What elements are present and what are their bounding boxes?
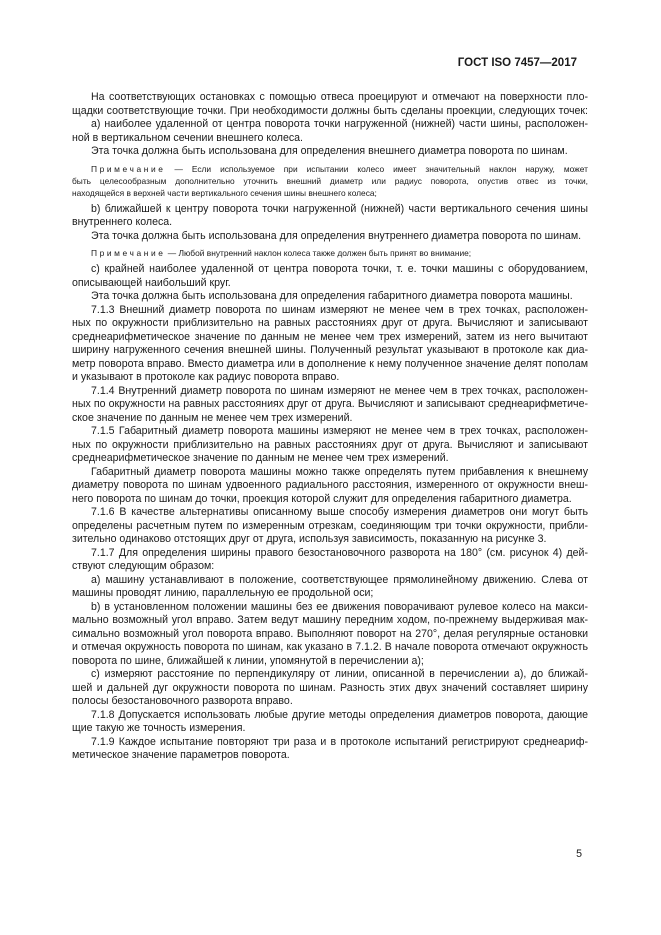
text-line <box>72 230 588 244</box>
text-line <box>72 479 588 493</box>
line-text: и отмечая окружность поворота по шинам, как указано в 7.1.2. В начале поворота отмечают окружность <box>72 641 588 653</box>
text-line <box>72 358 588 372</box>
line-text: диаметру поворота по шинам удвоенного радиального расстояния, измеренного от окружности внеш- <box>72 479 588 491</box>
text-line <box>72 682 588 696</box>
line-text: находящейся в верхней части вертикального сечения шины внешнего колеса; <box>72 187 377 198</box>
text-line <box>72 493 588 507</box>
line-text: Эта точка должна быть использована для определения габаритного диаметра поворота машины. <box>91 290 573 302</box>
line-text: поворота по шине, ближайшей к линии, упомянутой в перечислении а); <box>72 654 424 667</box>
line-text: ствуют следующим образом: <box>72 560 215 572</box>
text-line <box>72 668 588 682</box>
text-line <box>72 709 588 723</box>
page-number: 5 <box>576 848 582 860</box>
line-text: ское значение по данным не менее чем трех измерений. <box>72 411 353 424</box>
line-text: c) крайней наиболее удаленной от центра поворота точки, т. е. точки машины с оборудованием, <box>91 263 588 275</box>
line-text: метр поворота вправо. Вместо диаметра или в дополнение к нему полученное значение делят пополам <box>72 357 588 370</box>
line-text: щие такую же точность измерения. <box>72 722 246 734</box>
line-text: а) наиболее удаленной от центра поворота точки нагруженной (нижней) части шины, расположен- <box>91 118 588 130</box>
text-line <box>72 290 588 304</box>
text-line <box>72 601 588 615</box>
text-line <box>72 641 588 655</box>
line-text: — Любой внутренний наклон колеса также должен быть принят во внимание; <box>165 248 472 258</box>
line-text: ных по окружности приблизительно на равных расстояниях друг от друга. Вычисляют и записывают <box>72 438 588 451</box>
line-text: Эта точка должна быть использована для определения внутреннего диаметра поворота по шинам. <box>91 229 582 242</box>
line-text: 7.1.3 Внешний диаметр поворота по шинам измеряют не менее чем в трех точках, расположен- <box>91 303 588 316</box>
text-line <box>72 533 588 547</box>
text-line <box>72 736 588 750</box>
line-text: b) в установленном положении машины без ее движения поворачивают рулевое колесо на макси- <box>91 600 588 613</box>
text-line <box>72 216 588 230</box>
line-text: щадки соответствующие точки. При необходимости должны быть сделаны проекции, следующих точек: <box>72 104 588 117</box>
text-line <box>72 439 588 453</box>
line-text: Эта точка должна быть использована для определения внешнего диаметра поворота по шинам. <box>91 145 568 157</box>
line-text: — Если используемое при испытании колесо имеет значительный наклон наружу, может <box>165 163 588 174</box>
line-text: среднеарифметическое значение по данным не менее чем трех измерений, затем из него вычитают <box>72 330 588 343</box>
note-line <box>72 163 588 175</box>
line-text: ных по окружности на равных расстояниях друг от друга. Вычисляют и записывают среднеарифметиче- <box>72 398 588 410</box>
text-line <box>72 203 588 217</box>
line-text: а) машину устанавливают в положение, соответствующее прямолинейному движению. Слева от <box>91 573 588 586</box>
note-line <box>72 187 588 199</box>
text-line <box>72 574 588 588</box>
line-text: 7.1.6 В качестве альтернативы описанному выше способу измерения диаметров они могут быть <box>91 506 588 518</box>
line-text: и указывают в протоколе как радиус поворота вправо. <box>72 371 340 383</box>
text-line <box>72 385 588 399</box>
text-line <box>72 614 588 628</box>
line-text: b) ближайшей к центру поворота точки нагруженной (нижней) части вертикального сечения шины <box>91 202 588 215</box>
text-line <box>72 425 588 439</box>
text-line <box>72 263 588 277</box>
note-label: Примечание <box>91 163 166 174</box>
text-line <box>72 628 588 642</box>
line-text: него поворота по шинам до точки, проекция которой служит для определения габаритного диаметра. <box>72 492 572 505</box>
text-line <box>72 277 588 291</box>
line-text: 7.1.8 Допускается использовать любые другие методы определения диаметров поворота, дающие <box>91 708 588 721</box>
note-label: Примечание <box>91 248 166 258</box>
line-text: метическое значение параметров поворота. <box>72 749 290 761</box>
line-text: машины проводят линию, параллельную ее продольной оси; <box>72 587 374 599</box>
document-body <box>72 91 588 763</box>
line-text: Габаритный диаметр поворота машины можно также определять путем прибавления к внешнему <box>91 465 588 478</box>
line-text: 7.1.5 Габаритный диаметр поворота машины измеряют не менее чем в трех точках, расположен- <box>91 425 588 437</box>
text-line <box>72 452 588 466</box>
text-line <box>72 91 588 105</box>
text-line <box>72 749 588 763</box>
line-text: ной в вертикальном сечении внешнего колеса. <box>72 131 304 144</box>
text-line <box>72 520 588 534</box>
text-line <box>72 466 588 480</box>
line-text: 7.1.9 Каждое испытание повторяют три раза и в протоколе испытаний регистрируют среднеариф- <box>91 735 588 748</box>
text-line <box>72 506 588 520</box>
text-line <box>72 331 588 345</box>
line-text: 7.1.4 Внутренний диаметр поворота по шинам измеряют не менее чем в трех точках, расположен- <box>91 384 588 397</box>
text-line <box>72 655 588 669</box>
line-text: ных по окружности приблизительно на равных расстояниях друг от друга. Вычисляют и записывают <box>72 317 588 329</box>
document-header: ГОСТ ISO 7457—2017 <box>457 57 577 69</box>
note-line <box>72 175 588 187</box>
text-line <box>72 304 588 318</box>
note-line <box>72 247 588 259</box>
text-line <box>72 344 588 358</box>
line-text: симально возможный угол поворота вправо. Выполняют поворот на 270°, делая регулярные остановки <box>72 627 588 640</box>
text-line <box>72 118 588 132</box>
text-line <box>72 105 588 119</box>
line-text: На соответствующих остановках с помощью отвеса проецируют и отмечают на поверхности пло- <box>91 91 588 103</box>
text-line <box>72 145 588 159</box>
text-line <box>72 695 588 709</box>
line-text: мально возможный угол вправо. Затем ведут машину передним ходом, по-прежнему выдерживая мак- <box>72 614 588 626</box>
line-text: быть целесообразным дополнительно уточнить внешний диаметр или радиус поворота, опустив отвес из точки, <box>72 175 588 186</box>
text-line <box>72 317 588 331</box>
line-text: описывающей наибольший круг. <box>72 276 231 289</box>
text-line <box>72 547 588 561</box>
text-line <box>72 398 588 412</box>
line-text: внутреннего колеса. <box>72 216 173 228</box>
line-text: 7.1.7 Для определения ширины правого безостановочного разворота на 180° (см. рисунок 4) дей- <box>91 546 588 559</box>
line-text: c) измеряют расстояние по перпендикуляру от линии, описанной в перечислении а), до ближай- <box>91 668 588 680</box>
text-line <box>72 587 588 601</box>
text-line <box>72 412 588 426</box>
text-line <box>72 722 588 736</box>
text-line <box>72 560 588 574</box>
line-text: зительно одинаково отстоящих друг от друга, используя зависимость, показанную на рисунке 3. <box>72 533 547 545</box>
line-text: ширину нагруженного сечения внешней шины. Полученный результат указывают в протоколе как диа- <box>72 344 588 356</box>
text-line <box>72 132 588 146</box>
text-line <box>72 371 588 385</box>
line-text: среднеарифметическое значение по данным не менее чем трех измерений. <box>72 452 449 464</box>
line-text: шей и дальней дуг окружности поворота по шинам. Разность этих двух значений составляет ширину <box>72 681 588 694</box>
line-text: полосы безостановочного разворота вправо. <box>72 695 293 707</box>
line-text: определены расчетным путем по измеренным отрезкам, соединяющим три точки окружности, прибли- <box>72 519 588 532</box>
